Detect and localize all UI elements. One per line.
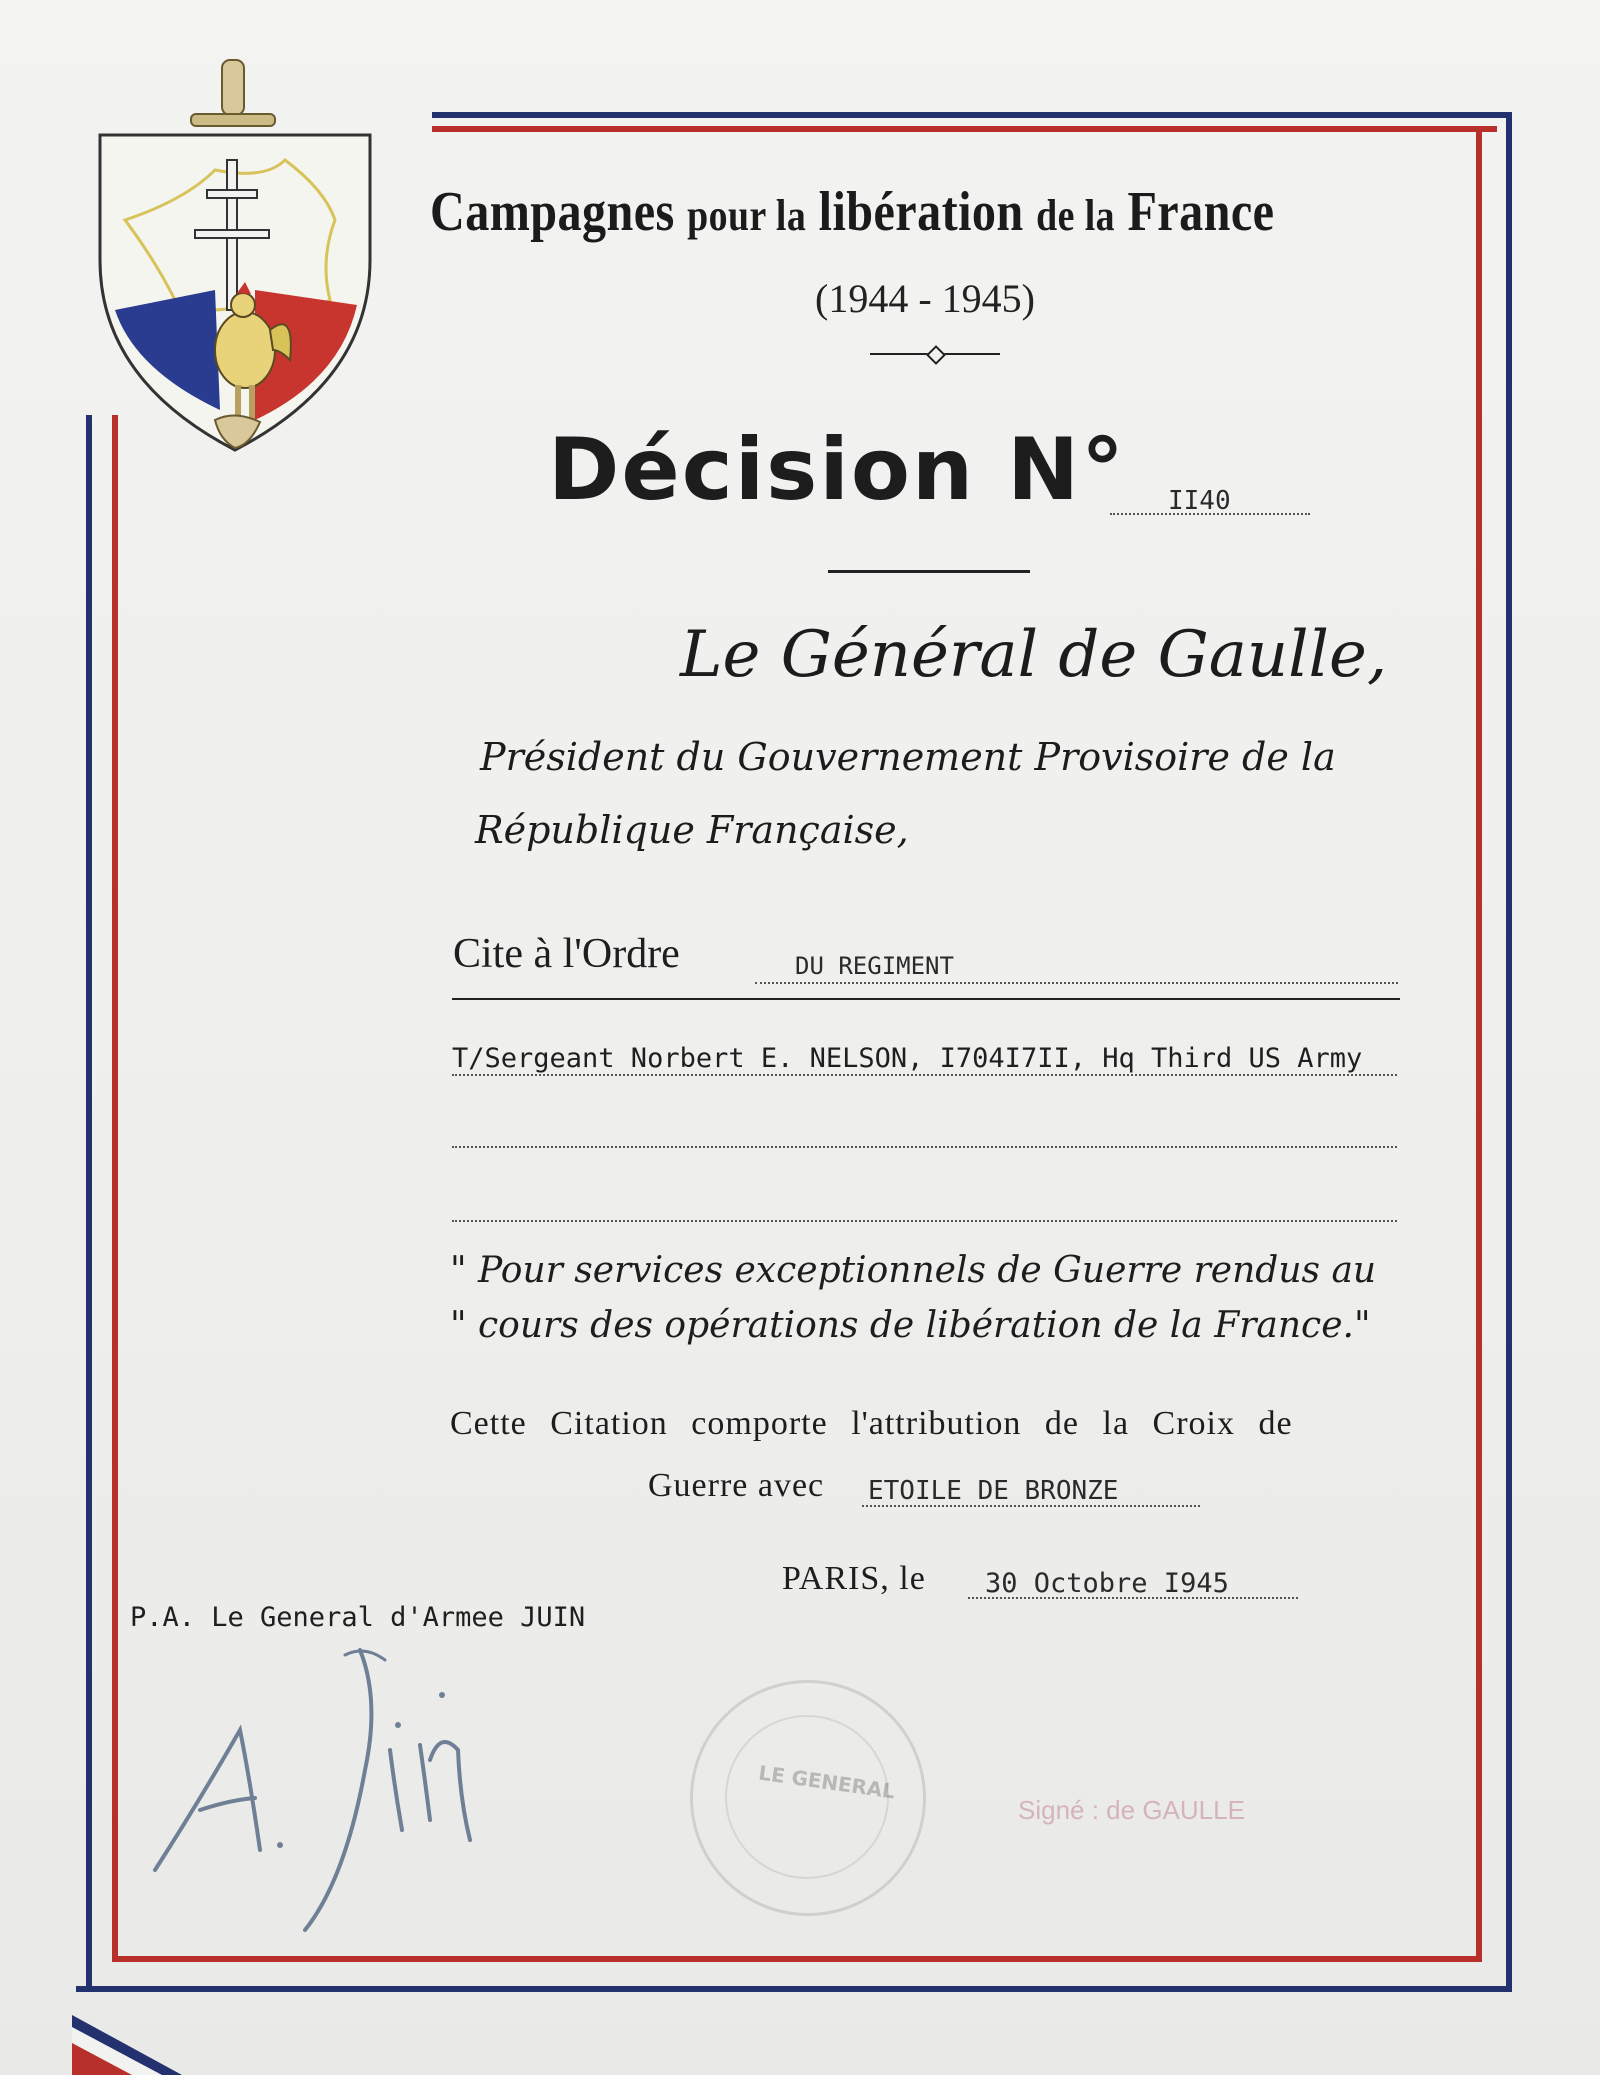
frame-top-blue: [432, 112, 1512, 118]
recipient-line: T/Sergeant Norbert E. NELSON, I704I7II, Hq Third US Army: [452, 1043, 1363, 1074]
title-word-de-la: de la: [1036, 191, 1115, 240]
citation-underline: [452, 998, 1400, 1000]
corner-flag-remnant: [72, 2015, 182, 2075]
motive-line-2: " cours des opérations de libération de la France.": [450, 1305, 1371, 1346]
title-word-france: France: [1127, 181, 1275, 243]
campaign-years: (1944 - 1945): [815, 276, 1035, 321]
frame-bottom-blue: [76, 1986, 1512, 1992]
frame-top-red: [432, 126, 1497, 132]
place-label: PARIS, le: [782, 1560, 926, 1597]
award-line-2: Guerre avec: [648, 1467, 825, 1504]
award-dotted-line: [862, 1505, 1200, 1507]
campaign-title: [430, 180, 1290, 244]
motive-line-1: " Pour services exceptionnels de Guerre rendus au: [450, 1250, 1377, 1291]
decision-number: II40: [1168, 486, 1231, 516]
crest-emblem: [95, 50, 375, 480]
signatory-name: P.A. Le General d'Armee JUIN: [130, 1602, 586, 1633]
issuer-title-line-1: Président du Gouvernement Provisoire de la: [480, 735, 1336, 779]
issuer-general: Le Général de Gaulle,: [680, 618, 1388, 692]
title-word-pour-la: pour la: [687, 191, 807, 240]
issue-date: 30 Octobre I945: [985, 1568, 1229, 1599]
decision-label: Décision N°: [548, 420, 1127, 520]
citation-dotted-line: [755, 982, 1398, 984]
frame-left-red: [112, 415, 118, 1962]
award-star: ETOILE DE BRONZE: [868, 1476, 1119, 1506]
title-word-liberation: libération: [818, 181, 1024, 243]
frame-bottom-red: [112, 1956, 1482, 1962]
title-word-campagnes: Campagnes: [430, 181, 675, 243]
date-dotted-line: [968, 1597, 1298, 1599]
frame-right-red: [1476, 126, 1482, 1962]
frame-left-blue: [86, 415, 92, 1992]
recipient-dotted-line: [452, 1074, 1397, 1076]
signed-note: Signé : de GAULLE: [1018, 1795, 1245, 1825]
issuer-title-line-2: République Française,: [475, 808, 909, 852]
title-ornament-diamond: [926, 345, 946, 365]
decision-rule: [828, 570, 1030, 573]
citation-label: Cite à l'Ordre: [453, 931, 680, 977]
official-stamp-text: LE GENERAL: [756, 1760, 897, 1804]
blank-dotted-line-1: [452, 1146, 1397, 1148]
handwritten-signature: [140, 1640, 520, 1940]
award-line-1: Cette Citation comporte l'attribution de la Croix de: [450, 1405, 1293, 1442]
citation-order: DU REGIMENT: [795, 952, 954, 980]
blank-dotted-line-2: [452, 1220, 1397, 1222]
frame-right-blue: [1506, 112, 1512, 1992]
